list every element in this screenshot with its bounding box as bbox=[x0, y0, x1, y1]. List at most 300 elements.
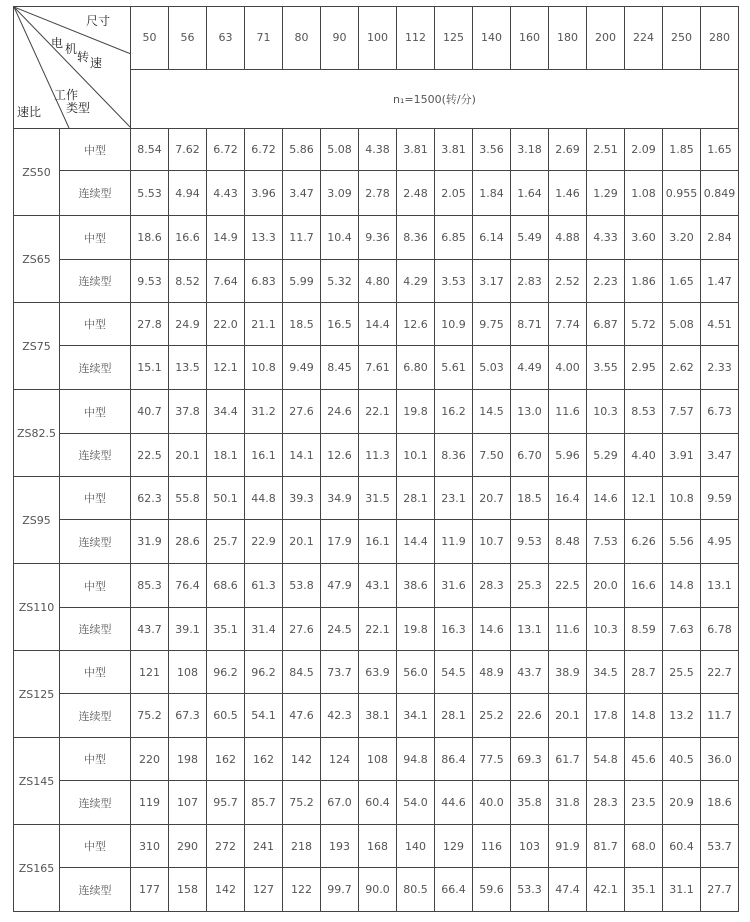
value-cell: 20.9 bbox=[663, 781, 701, 825]
value-cell: 34.5 bbox=[587, 651, 625, 694]
value-cell: 16.1 bbox=[359, 520, 397, 564]
value-cell: 47.4 bbox=[549, 868, 587, 912]
value-cell: 22.5 bbox=[549, 564, 587, 608]
model-cell: ZS125 bbox=[14, 651, 60, 738]
value-cell: 2.51 bbox=[587, 129, 625, 171]
value-cell: 42.3 bbox=[321, 694, 359, 738]
value-cell: 11.3 bbox=[359, 434, 397, 477]
table-row bbox=[14, 651, 739, 694]
motor-label-1: 电 bbox=[51, 36, 64, 50]
value-cell: 11.6 bbox=[549, 608, 587, 651]
work-type-cell: 连续型 bbox=[60, 260, 131, 303]
value-cell: 43.7 bbox=[511, 651, 549, 694]
value-cell: 67.3 bbox=[169, 694, 207, 738]
value-cell: 177 bbox=[131, 868, 169, 912]
value-cell: 22.5 bbox=[131, 434, 169, 477]
value-cell: 25.7 bbox=[207, 520, 245, 564]
value-cell: 124 bbox=[321, 738, 359, 781]
value-cell: 37.8 bbox=[169, 390, 207, 434]
value-cell: 17.8 bbox=[587, 694, 625, 738]
value-cell: 85.7 bbox=[245, 781, 283, 825]
value-cell: 16.3 bbox=[435, 608, 473, 651]
value-cell: 9.53 bbox=[131, 260, 169, 303]
value-cell: 75.2 bbox=[283, 781, 321, 825]
dims-label: 尺寸 bbox=[86, 14, 111, 28]
value-cell: 28.6 bbox=[169, 520, 207, 564]
size-header-cell: 56 bbox=[169, 7, 207, 70]
value-cell: 21.1 bbox=[245, 303, 283, 346]
value-cell: 3.81 bbox=[435, 129, 473, 171]
table-row bbox=[14, 303, 739, 346]
work-type-cell: 连续型 bbox=[60, 868, 131, 912]
value-cell: 290 bbox=[169, 825, 207, 868]
value-cell: 0.955 bbox=[663, 171, 701, 216]
value-cell: 1.84 bbox=[473, 171, 511, 216]
value-cell: 31.6 bbox=[435, 564, 473, 608]
value-cell: 68.0 bbox=[625, 825, 663, 868]
value-cell: 5.49 bbox=[511, 216, 549, 260]
table-row bbox=[14, 260, 739, 303]
table-row bbox=[14, 390, 739, 434]
value-cell: 116 bbox=[473, 825, 511, 868]
value-cell: 4.80 bbox=[359, 260, 397, 303]
value-cell: 27.7 bbox=[701, 868, 739, 912]
value-cell: 3.18 bbox=[511, 129, 549, 171]
value-cell: 1.65 bbox=[701, 129, 739, 171]
data-sheet bbox=[13, 6, 738, 915]
value-cell: 6.87 bbox=[587, 303, 625, 346]
model-cell: ZS65 bbox=[14, 216, 60, 303]
value-cell: 10.9 bbox=[435, 303, 473, 346]
value-cell: 23.1 bbox=[435, 477, 473, 520]
value-cell: 18.1 bbox=[207, 434, 245, 477]
value-cell: 35.8 bbox=[511, 781, 549, 825]
value-cell: 9.49 bbox=[283, 346, 321, 390]
value-cell: 27.6 bbox=[283, 390, 321, 434]
value-cell: 2.84 bbox=[701, 216, 739, 260]
value-cell: 12.6 bbox=[397, 303, 435, 346]
value-cell: 20.7 bbox=[473, 477, 511, 520]
value-cell: 16.2 bbox=[435, 390, 473, 434]
value-cell: 18.6 bbox=[131, 216, 169, 260]
value-cell: 11.6 bbox=[549, 390, 587, 434]
value-cell: 17.9 bbox=[321, 520, 359, 564]
value-cell: 9.59 bbox=[701, 477, 739, 520]
value-cell: 3.55 bbox=[587, 346, 625, 390]
table-row bbox=[14, 171, 739, 216]
value-cell: 5.72 bbox=[625, 303, 663, 346]
value-cell: 18.5 bbox=[511, 477, 549, 520]
value-cell: 119 bbox=[131, 781, 169, 825]
value-cell: 53.8 bbox=[283, 564, 321, 608]
value-cell: 9.75 bbox=[473, 303, 511, 346]
value-cell: 10.3 bbox=[587, 608, 625, 651]
value-cell: 6.70 bbox=[511, 434, 549, 477]
value-cell: 45.6 bbox=[625, 738, 663, 781]
value-cell: 10.1 bbox=[397, 434, 435, 477]
value-cell: 272 bbox=[207, 825, 245, 868]
value-cell: 7.57 bbox=[663, 390, 701, 434]
value-cell: 62.3 bbox=[131, 477, 169, 520]
value-cell: 31.8 bbox=[549, 781, 587, 825]
value-cell: 20.0 bbox=[587, 564, 625, 608]
value-cell: 8.71 bbox=[511, 303, 549, 346]
value-cell: 5.96 bbox=[549, 434, 587, 477]
value-cell: 25.3 bbox=[511, 564, 549, 608]
size-header-cell: 200 bbox=[587, 7, 625, 70]
value-cell: 28.1 bbox=[397, 477, 435, 520]
value-cell: 20.1 bbox=[283, 520, 321, 564]
model-cell: ZS50 bbox=[14, 129, 60, 216]
value-cell: 35.1 bbox=[625, 868, 663, 912]
value-cell: 0.849 bbox=[701, 171, 739, 216]
motor-label-2: 机 bbox=[65, 42, 78, 56]
size-header-cell: 250 bbox=[663, 7, 701, 70]
value-cell: 43.1 bbox=[359, 564, 397, 608]
value-cell: 42.1 bbox=[587, 868, 625, 912]
value-cell: 14.9 bbox=[207, 216, 245, 260]
value-cell: 4.49 bbox=[511, 346, 549, 390]
value-cell: 91.9 bbox=[549, 825, 587, 868]
value-cell: 3.53 bbox=[435, 260, 473, 303]
value-cell: 16.1 bbox=[245, 434, 283, 477]
value-cell: 19.8 bbox=[397, 390, 435, 434]
size-header-cell: 224 bbox=[625, 7, 663, 70]
value-cell: 77.5 bbox=[473, 738, 511, 781]
value-cell: 14.5 bbox=[473, 390, 511, 434]
value-cell: 5.32 bbox=[321, 260, 359, 303]
table-row bbox=[14, 781, 739, 825]
value-cell: 3.09 bbox=[321, 171, 359, 216]
value-cell: 1.29 bbox=[587, 171, 625, 216]
value-cell: 108 bbox=[169, 651, 207, 694]
value-cell: 5.29 bbox=[587, 434, 625, 477]
work-type-cell: 连续型 bbox=[60, 781, 131, 825]
value-cell: 2.95 bbox=[625, 346, 663, 390]
value-cell: 122 bbox=[283, 868, 321, 912]
value-cell: 40.7 bbox=[131, 390, 169, 434]
value-cell: 108 bbox=[359, 738, 397, 781]
size-header-cell: 280 bbox=[701, 7, 739, 70]
corner-header bbox=[14, 7, 131, 129]
work-type-cell: 中型 bbox=[60, 390, 131, 434]
value-cell: 16.6 bbox=[169, 216, 207, 260]
value-cell: 34.9 bbox=[321, 477, 359, 520]
value-cell: 10.7 bbox=[473, 520, 511, 564]
value-cell: 18.5 bbox=[283, 303, 321, 346]
value-cell: 99.7 bbox=[321, 868, 359, 912]
value-cell: 2.62 bbox=[663, 346, 701, 390]
value-cell: 14.4 bbox=[397, 520, 435, 564]
value-cell: 5.99 bbox=[283, 260, 321, 303]
value-cell: 5.53 bbox=[131, 171, 169, 216]
value-cell: 140 bbox=[397, 825, 435, 868]
table-row bbox=[14, 520, 739, 564]
value-cell: 20.1 bbox=[169, 434, 207, 477]
value-cell: 95.7 bbox=[207, 781, 245, 825]
table-row bbox=[14, 129, 739, 171]
value-cell: 2.48 bbox=[397, 171, 435, 216]
value-cell: 14.4 bbox=[359, 303, 397, 346]
value-cell: 38.1 bbox=[359, 694, 397, 738]
value-cell: 1.65 bbox=[663, 260, 701, 303]
table-row bbox=[14, 868, 739, 912]
value-cell: 1.86 bbox=[625, 260, 663, 303]
value-cell: 6.80 bbox=[397, 346, 435, 390]
value-cell: 34.1 bbox=[397, 694, 435, 738]
value-cell: 7.50 bbox=[473, 434, 511, 477]
value-cell: 8.53 bbox=[625, 390, 663, 434]
work-type-cell: 连续型 bbox=[60, 346, 131, 390]
table-row bbox=[14, 477, 739, 520]
value-cell: 158 bbox=[169, 868, 207, 912]
value-cell: 6.72 bbox=[245, 129, 283, 171]
value-cell: 241 bbox=[245, 825, 283, 868]
model-cell: ZS75 bbox=[14, 303, 60, 390]
value-cell: 40.0 bbox=[473, 781, 511, 825]
value-cell: 31.2 bbox=[245, 390, 283, 434]
value-cell: 54.1 bbox=[245, 694, 283, 738]
size-header-cell: 160 bbox=[511, 7, 549, 70]
value-cell: 14.8 bbox=[663, 564, 701, 608]
work-type-cell: 连续型 bbox=[60, 520, 131, 564]
value-cell: 60.4 bbox=[359, 781, 397, 825]
value-cell: 22.1 bbox=[359, 608, 397, 651]
table-row bbox=[14, 608, 739, 651]
value-cell: 90.0 bbox=[359, 868, 397, 912]
value-cell: 3.17 bbox=[473, 260, 511, 303]
value-cell: 8.48 bbox=[549, 520, 587, 564]
work-type-cell: 中型 bbox=[60, 216, 131, 260]
value-cell: 23.5 bbox=[625, 781, 663, 825]
value-cell: 4.00 bbox=[549, 346, 587, 390]
value-cell: 1.85 bbox=[663, 129, 701, 171]
value-cell: 31.4 bbox=[245, 608, 283, 651]
value-cell: 3.47 bbox=[701, 434, 739, 477]
value-cell: 4.95 bbox=[701, 520, 739, 564]
value-cell: 80.5 bbox=[397, 868, 435, 912]
value-cell: 4.43 bbox=[207, 171, 245, 216]
value-cell: 13.0 bbox=[511, 390, 549, 434]
value-cell: 6.73 bbox=[701, 390, 739, 434]
value-cell: 13.1 bbox=[511, 608, 549, 651]
value-cell: 53.3 bbox=[511, 868, 549, 912]
model-cell: ZS110 bbox=[14, 564, 60, 651]
value-cell: 38.9 bbox=[549, 651, 587, 694]
size-header-cell: 125 bbox=[435, 7, 473, 70]
value-cell: 2.33 bbox=[701, 346, 739, 390]
value-cell: 218 bbox=[283, 825, 321, 868]
value-cell: 162 bbox=[245, 738, 283, 781]
table-row bbox=[14, 825, 739, 868]
value-cell: 2.52 bbox=[549, 260, 587, 303]
value-cell: 3.47 bbox=[283, 171, 321, 216]
value-cell: 107 bbox=[169, 781, 207, 825]
model-cell: ZS82.5 bbox=[14, 390, 60, 477]
value-cell: 10.8 bbox=[245, 346, 283, 390]
value-cell: 22.9 bbox=[245, 520, 283, 564]
value-cell: 39.1 bbox=[169, 608, 207, 651]
value-cell: 4.51 bbox=[701, 303, 739, 346]
value-cell: 3.20 bbox=[663, 216, 701, 260]
value-cell: 13.5 bbox=[169, 346, 207, 390]
work-type-label-2: 类型 bbox=[66, 101, 91, 115]
value-cell: 38.6 bbox=[397, 564, 435, 608]
value-cell: 84.5 bbox=[283, 651, 321, 694]
value-cell: 10.8 bbox=[663, 477, 701, 520]
value-cell: 12.1 bbox=[625, 477, 663, 520]
motor-label-4: 速 bbox=[90, 56, 103, 70]
value-cell: 19.8 bbox=[397, 608, 435, 651]
value-cell: 14.8 bbox=[625, 694, 663, 738]
value-cell: 24.5 bbox=[321, 608, 359, 651]
value-cell: 44.6 bbox=[435, 781, 473, 825]
model-cell: ZS165 bbox=[14, 825, 60, 912]
work-type-cell: 中型 bbox=[60, 651, 131, 694]
work-type-cell: 中型 bbox=[60, 129, 131, 171]
work-type-cell: 连续型 bbox=[60, 694, 131, 738]
value-cell: 13.3 bbox=[245, 216, 283, 260]
value-cell: 8.54 bbox=[131, 129, 169, 171]
motor-label-3: 转 bbox=[77, 50, 90, 64]
value-cell: 9.53 bbox=[511, 520, 549, 564]
value-cell: 142 bbox=[283, 738, 321, 781]
value-cell: 11.7 bbox=[701, 694, 739, 738]
size-header-cell: 140 bbox=[473, 7, 511, 70]
motor-speed-cell: n₁=1500(转/分) bbox=[131, 69, 739, 129]
value-cell: 8.36 bbox=[397, 216, 435, 260]
work-type-cell: 中型 bbox=[60, 477, 131, 520]
header-row-sizes bbox=[14, 7, 739, 70]
value-cell: 4.88 bbox=[549, 216, 587, 260]
value-cell: 11.9 bbox=[435, 520, 473, 564]
value-cell: 14.6 bbox=[587, 477, 625, 520]
value-cell: 7.62 bbox=[169, 129, 207, 171]
value-cell: 22.0 bbox=[207, 303, 245, 346]
value-cell: 2.78 bbox=[359, 171, 397, 216]
size-header-cell: 90 bbox=[321, 7, 359, 70]
value-cell: 121 bbox=[131, 651, 169, 694]
value-cell: 2.83 bbox=[511, 260, 549, 303]
value-cell: 1.46 bbox=[549, 171, 587, 216]
value-cell: 2.05 bbox=[435, 171, 473, 216]
value-cell: 96.2 bbox=[245, 651, 283, 694]
value-cell: 12.6 bbox=[321, 434, 359, 477]
value-cell: 24.6 bbox=[321, 390, 359, 434]
size-header-cell: 63 bbox=[207, 7, 245, 70]
value-cell: 5.08 bbox=[663, 303, 701, 346]
value-cell: 18.6 bbox=[701, 781, 739, 825]
table-row bbox=[14, 564, 739, 608]
table-row bbox=[14, 694, 739, 738]
value-cell: 162 bbox=[207, 738, 245, 781]
value-cell: 16.6 bbox=[625, 564, 663, 608]
value-cell: 86.4 bbox=[435, 738, 473, 781]
value-cell: 8.59 bbox=[625, 608, 663, 651]
value-cell: 59.6 bbox=[473, 868, 511, 912]
value-cell: 1.08 bbox=[625, 171, 663, 216]
value-cell: 39.3 bbox=[283, 477, 321, 520]
power-table bbox=[13, 6, 739, 912]
value-cell: 54.0 bbox=[397, 781, 435, 825]
size-header-cell: 180 bbox=[549, 7, 587, 70]
value-cell: 3.96 bbox=[245, 171, 283, 216]
value-cell: 15.1 bbox=[131, 346, 169, 390]
value-cell: 6.78 bbox=[701, 608, 739, 651]
value-cell: 50.1 bbox=[207, 477, 245, 520]
value-cell: 22.1 bbox=[359, 390, 397, 434]
work-type-cell: 中型 bbox=[60, 825, 131, 868]
value-cell: 14.1 bbox=[283, 434, 321, 477]
table-row bbox=[14, 434, 739, 477]
value-cell: 7.53 bbox=[587, 520, 625, 564]
value-cell: 54.5 bbox=[435, 651, 473, 694]
value-cell: 60.4 bbox=[663, 825, 701, 868]
value-cell: 34.4 bbox=[207, 390, 245, 434]
value-cell: 193 bbox=[321, 825, 359, 868]
model-cell: ZS95 bbox=[14, 477, 60, 564]
value-cell: 66.4 bbox=[435, 868, 473, 912]
value-cell: 3.91 bbox=[663, 434, 701, 477]
value-cell: 36.0 bbox=[701, 738, 739, 781]
value-cell: 16.5 bbox=[321, 303, 359, 346]
value-cell: 3.60 bbox=[625, 216, 663, 260]
value-cell: 5.03 bbox=[473, 346, 511, 390]
value-cell: 68.6 bbox=[207, 564, 245, 608]
value-cell: 47.9 bbox=[321, 564, 359, 608]
value-cell: 4.94 bbox=[169, 171, 207, 216]
value-cell: 63.9 bbox=[359, 651, 397, 694]
value-cell: 10.3 bbox=[587, 390, 625, 434]
value-cell: 8.45 bbox=[321, 346, 359, 390]
work-type-cell: 中型 bbox=[60, 303, 131, 346]
work-type-cell: 中型 bbox=[60, 564, 131, 608]
value-cell: 20.1 bbox=[549, 694, 587, 738]
work-type-cell: 连续型 bbox=[60, 171, 131, 216]
value-cell: 54.8 bbox=[587, 738, 625, 781]
value-cell: 4.33 bbox=[587, 216, 625, 260]
value-cell: 55.8 bbox=[169, 477, 207, 520]
value-cell: 4.29 bbox=[397, 260, 435, 303]
value-cell: 75.2 bbox=[131, 694, 169, 738]
value-cell: 28.3 bbox=[587, 781, 625, 825]
value-cell: 2.09 bbox=[625, 129, 663, 171]
value-cell: 3.56 bbox=[473, 129, 511, 171]
value-cell: 73.7 bbox=[321, 651, 359, 694]
value-cell: 25.2 bbox=[473, 694, 511, 738]
value-cell: 96.2 bbox=[207, 651, 245, 694]
value-cell: 12.1 bbox=[207, 346, 245, 390]
size-header-cell: 112 bbox=[397, 7, 435, 70]
value-cell: 129 bbox=[435, 825, 473, 868]
size-header-cell: 71 bbox=[245, 7, 283, 70]
value-cell: 6.85 bbox=[435, 216, 473, 260]
value-cell: 9.36 bbox=[359, 216, 397, 260]
value-cell: 2.23 bbox=[587, 260, 625, 303]
value-cell: 10.4 bbox=[321, 216, 359, 260]
value-cell: 16.4 bbox=[549, 477, 587, 520]
value-cell: 27.6 bbox=[283, 608, 321, 651]
value-cell: 6.14 bbox=[473, 216, 511, 260]
table-row bbox=[14, 346, 739, 390]
value-cell: 56.0 bbox=[397, 651, 435, 694]
work-type-cell: 中型 bbox=[60, 738, 131, 781]
value-cell: 168 bbox=[359, 825, 397, 868]
value-cell: 43.7 bbox=[131, 608, 169, 651]
value-cell: 310 bbox=[131, 825, 169, 868]
value-cell: 5.56 bbox=[663, 520, 701, 564]
value-cell: 24.9 bbox=[169, 303, 207, 346]
